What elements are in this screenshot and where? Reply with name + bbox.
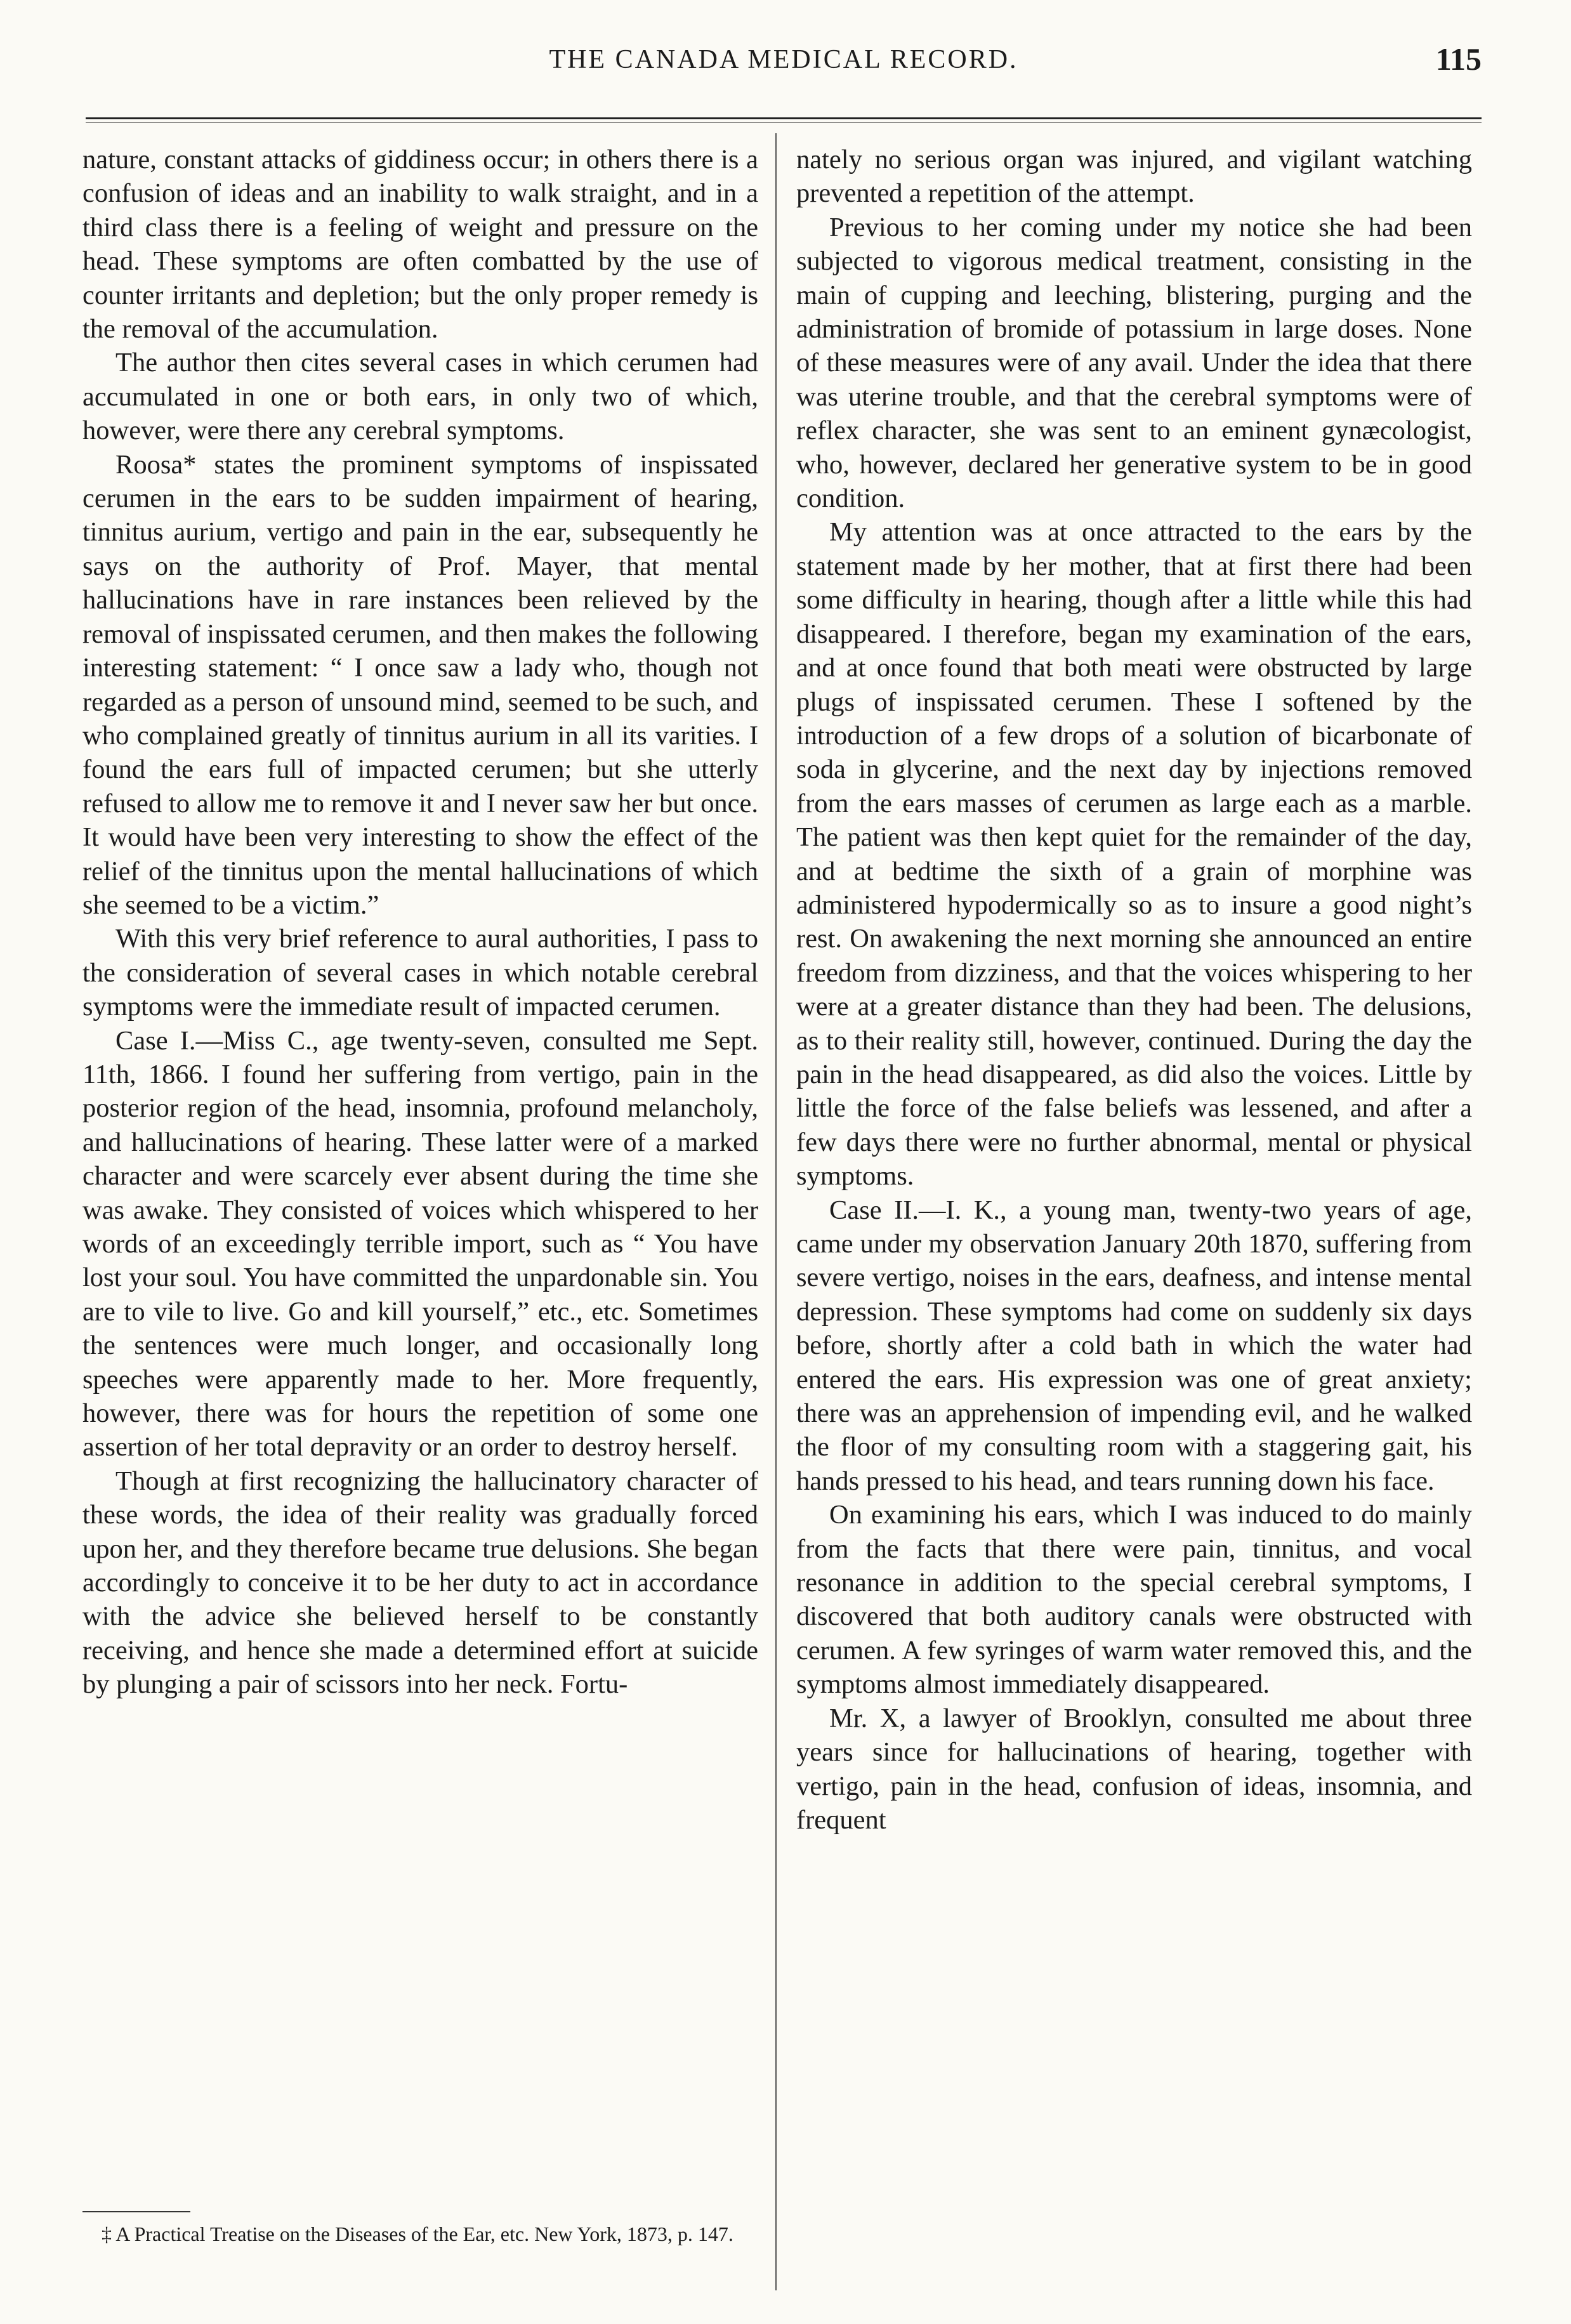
paragraph: nately no serious organ was injured, and vigilant watching prevented a repetition of the attempt. [796,145,1472,209]
paragraph: Previous to her coming under my notice she had been subjected to vigorous medical treatment, consisting in the main of cupping and leeching, blistering, purging and the administration of bromide of potassium in large doses. None of these measures were of any avail. Under the idea that there was uterine trouble, and that the cerebral symptoms were of reflex character, she was sent to an eminent gynæcologist, who, however, declared her generative system to be in good condition. [796,212,1472,514]
paragraph: Case I.—Miss C., age twenty-seven, consulted me Sept. 11th, 1866. I found her suffering from vertigo, pain in the posterior region of the head, insomnia, profound melancholy, and hallucinations of hearing. These latter were of a marked character and were scarcely ever absent during the time she was awake. They consisted of voices which whispered to her words of an exceedingly terrible import, such as “ You have lost your soul. You have committed the unpardonable sin. You are to vile to live. Go and kill yourself,” etc., etc. Sometimes the sentences were much longer, and occasionally long speeches were apparently made to her. More frequently, however, there was for hours the repetition of some one assertion of her total depravity or an order to destroy herself. [82,1025,758,1462]
left-column [82,143,758,1702]
right-column [796,143,1472,1837]
paragraph: Roosa* states the prominent symptoms of inspissated cerumen in the ears to be sudden impairment of hearing, tinnitus aurium, vertigo and pain in the ear, subsequently he says on the authority of Prof. Mayer, that mental hallucinations have in rare instances been relieved by the removal of inspissated cerumen, and then makes the following interesting statement: “ I once saw a lady who, though not regarded as a person of unsound mind, seemed to be such, and who complained greatly of tinnitus aurium in all its varities. I found the ears full of impacted cerumen; but she utterly refused to allow me to remove it and I never saw her but once. It would have been very interesting to show the effect of the relief of the tinnitus upon the mental hallucinations of which she seemed to be a victim.” [82,449,758,920]
header-rule [86,117,1482,119]
paragraph: With this very brief reference to aural authorities, I pass to the consideration of several cases in which notable cerebral symptoms were the immediate result of impacted cerumen. [82,924,758,1022]
paragraph: The author then cites several cases in which cerumen had accumulated in one or both ears, in only two of which, however, were there any cerebral symptoms. [82,348,758,446]
footnote-rule [82,2211,190,2212]
paragraph: Mr. X, a lawyer of Brooklyn, consulted me about three years since for hallucinations of hearing, together with vertigo, pain in the head, confusion of ideas, insomnia, and frequent [796,1703,1472,1835]
paragraph: On examining his ears, which I was induced to do mainly from the facts that there were pain, tinnitus, and vocal resonance in addition to the special cerebral symptoms, I discovered that both auditory canals were obstructed with cerumen. A few syringes of warm water removed this, and the symptoms almost immediately disappeared. [796,1500,1472,1700]
running-head: THE CANADA MEDICAL RECORD. [549,45,1018,74]
paragraph: nature, constant attacks of giddiness occur; in others there is a confusion of ideas and an inability to walk straight, and in a third class there is a feeling of weight and pressure on the head. These symptoms are often combatted by the use of counter irritants and depletion; but the only proper remedy is the removal of the accumulation. [82,145,758,345]
footnote: ‡ A Practical Treatise on the Diseases of the Ear, etc. New York, 1873, p. 147. [102,2222,733,2245]
paragraph: My attention was at once attracted to the ears by the statement made by her mother, that at first there had been some difficulty in hearing, though after a little while this had disappeared. I therefore, began my examination of the ears, and at once found that both meati were obstructed by large plugs of inspissated cerumen. These I softened by the introduction of a few drops of a solution of bicarbonate of soda in glycerine, and the next day by injections removed from the ears masses of cerumen as large each as a marble. The patient was then kept quiet for the remainder of the day, and at bedtime the sixth of a grain of morphine was administered hypodermically so as to insure a good night’s rest. On awakening the next morning she announced an entire freedom from dizziness, and that the voices whispering to her were at a greater distance than they had been. The delusions, as to their reality still, however, continued. During the day the pain in the head disappeared, as did also the voices. Little by little the force of the false beliefs was lessened, and after a few days there were no further abnormal, mental or physical symptoms. [796,517,1472,1192]
column-divider [775,133,777,2290]
page-header [86,41,1482,89]
paragraph: Though at first recognizing the hallucinatory character of these words, the idea of their reality was gradually forced upon her, and they therefore became true delusions. She began accordingly to conceive it to be her duty to act in accordance with the advice she believed herself to be constantly receiving, and hence she made a determined effort at suicide by plunging a pair of scissors into her neck. Fortu- [82,1466,758,1700]
page-number: 115 [1435,41,1482,77]
header-rule-thin [86,122,1482,123]
paragraph: Case II.—I. K., a young man, twenty-two years of age, came under my observation January 20th 1870, suffering from severe vertigo, noises in the ears, deafness, and intense mental depression. These symptoms had come on suddenly six days before, shortly after a cold bath in which the water had entered the ears. His expression was one of great anxiety; there was an apprehension of impending evil, and he walked the floor of my consulting room with a staggering gait, his hands pressed to his head, and tears running down his face. [796,1195,1472,1496]
